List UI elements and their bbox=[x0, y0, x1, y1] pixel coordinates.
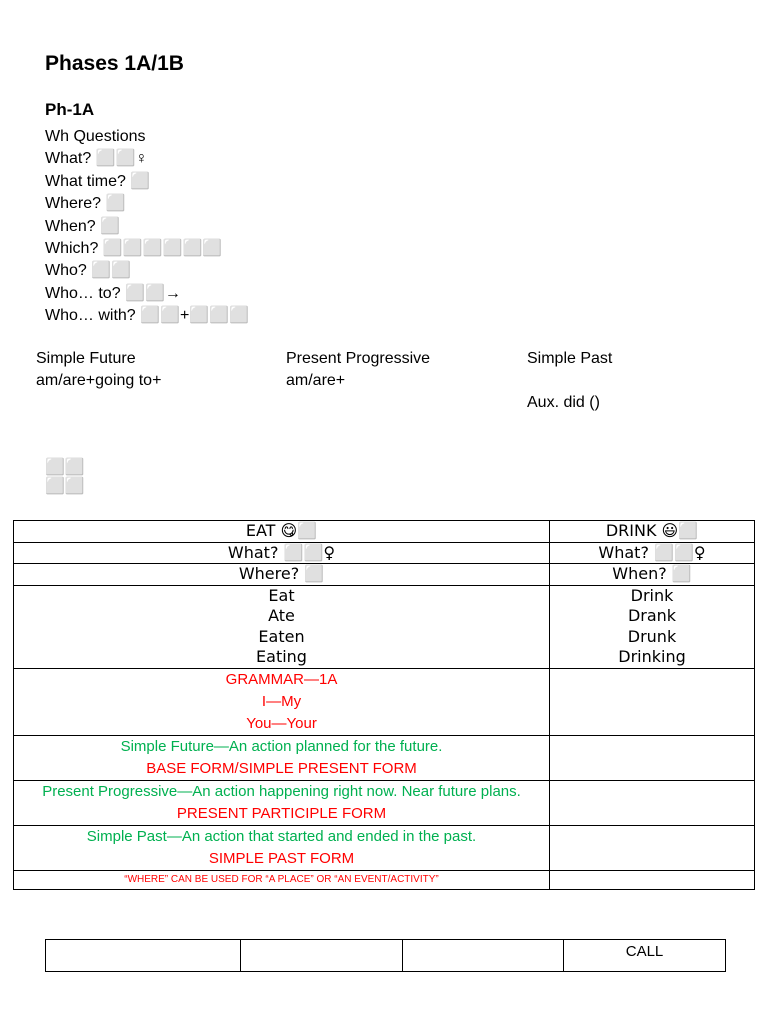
column-line: am/are+ bbox=[286, 372, 346, 389]
bottom-table bbox=[45, 939, 726, 972]
empty-cell bbox=[550, 668, 755, 735]
bottom-cell bbox=[46, 940, 241, 972]
verb-form: Drink bbox=[630, 585, 674, 605]
table-row bbox=[14, 735, 755, 780]
wh-item-who-to: Who… to? ⬜⬜→ bbox=[45, 284, 181, 302]
table-row bbox=[14, 542, 755, 564]
glyph-line: ⬜⬜ bbox=[45, 478, 85, 495]
simple-past-definition: Simple Past—An action that started and ended in the past. bbox=[86, 827, 477, 845]
table-row bbox=[14, 521, 755, 543]
column-heading: Simple Future bbox=[36, 350, 136, 367]
eat-question-cell: What? ⬜⬜♀ bbox=[14, 542, 550, 564]
verb-form: Ate bbox=[268, 606, 295, 625]
table-row bbox=[14, 668, 755, 735]
wh-item-where: Where? ⬜ bbox=[45, 195, 126, 213]
verb-form: Drinking bbox=[618, 647, 686, 666]
wh-questions-list bbox=[45, 126, 249, 328]
present-progressive-definition: Present Progressive—An action happening right now. Near future plans. bbox=[42, 782, 521, 800]
page-title: Phases 1A/1B bbox=[45, 52, 184, 75]
present-progressive-cell bbox=[14, 780, 550, 825]
column-simple-past bbox=[527, 348, 612, 414]
column-line: am/are+going to+ bbox=[36, 372, 162, 389]
verb-form: Eating bbox=[256, 647, 307, 666]
simple-future-definition: Simple Future—An action planned for the future. bbox=[120, 737, 443, 755]
table-row bbox=[14, 564, 755, 586]
simple-future-cell bbox=[14, 735, 550, 780]
table-row bbox=[14, 825, 755, 870]
table-row bbox=[46, 940, 726, 972]
wh-item-what: What? ⬜⬜♀ bbox=[45, 150, 148, 168]
bottom-cell bbox=[241, 940, 403, 972]
wh-item-who: Who? ⬜⬜ bbox=[45, 262, 132, 280]
simple-future-form: BASE FORM/SIMPLE PRESENT FORM bbox=[146, 759, 417, 777]
where-note-cell: “WHERE” CAN BE USED FOR “A PLACE” OR “AN EVENT/ACTIVITY” bbox=[14, 870, 550, 889]
call-cell: CALL bbox=[564, 940, 726, 972]
eat-question-cell: Where? ⬜ bbox=[14, 564, 550, 586]
glyph-block bbox=[45, 458, 85, 496]
column-line bbox=[527, 370, 612, 392]
column-line: Aux. did () bbox=[527, 394, 600, 411]
grammar-line: I—My bbox=[261, 692, 302, 710]
drink-question-cell: When? ⬜ bbox=[550, 564, 755, 586]
empty-cell bbox=[550, 825, 755, 870]
column-simple-future bbox=[36, 348, 161, 392]
simple-past-form: SIMPLE PAST FORM bbox=[208, 849, 355, 867]
empty-cell bbox=[550, 735, 755, 780]
column-heading: Simple Past bbox=[527, 350, 613, 367]
wh-item-who-with: Who… with? ⬜⬜+⬜⬜⬜ bbox=[45, 307, 250, 325]
drink-question-cell: What? ⬜⬜♀ bbox=[550, 542, 755, 564]
verb-form: Drank bbox=[627, 606, 677, 625]
drink-forms-cell bbox=[550, 585, 755, 668]
wh-list-heading: Wh Questions bbox=[45, 128, 146, 145]
column-heading: Present Progressive bbox=[286, 350, 431, 367]
empty-cell bbox=[550, 780, 755, 825]
grammar-line: You—Your bbox=[246, 714, 317, 732]
drink-header-cell: DRINK 😃⬜ bbox=[550, 521, 755, 543]
eat-forms-cell bbox=[14, 585, 550, 668]
empty-cell bbox=[550, 870, 755, 889]
simple-past-cell bbox=[14, 825, 550, 870]
grammar-cell bbox=[14, 668, 550, 735]
table-row bbox=[14, 780, 755, 825]
glyph-line: ⬜⬜ bbox=[45, 459, 85, 476]
verb-form: Drunk bbox=[627, 626, 677, 646]
column-present-progressive bbox=[286, 348, 430, 392]
grammar-line: GRAMMAR—1A bbox=[225, 670, 338, 688]
table-row bbox=[14, 870, 755, 889]
bottom-cell bbox=[403, 940, 564, 972]
verb-form: Eaten bbox=[258, 626, 305, 646]
verb-form: Eat bbox=[268, 585, 295, 605]
wh-item-which: Which? ⬜⬜⬜⬜⬜⬜ bbox=[45, 240, 223, 258]
wh-item-when: When? ⬜ bbox=[45, 217, 121, 235]
eat-header-cell: EAT 😋⬜ bbox=[14, 521, 550, 543]
section-heading: Ph-1A bbox=[45, 100, 95, 119]
present-progressive-form: PRESENT PARTICIPLE FORM bbox=[176, 804, 387, 822]
wh-item-what-time: What time? ⬜ bbox=[45, 172, 151, 190]
verbs-table bbox=[13, 520, 755, 890]
table-row bbox=[14, 585, 755, 668]
